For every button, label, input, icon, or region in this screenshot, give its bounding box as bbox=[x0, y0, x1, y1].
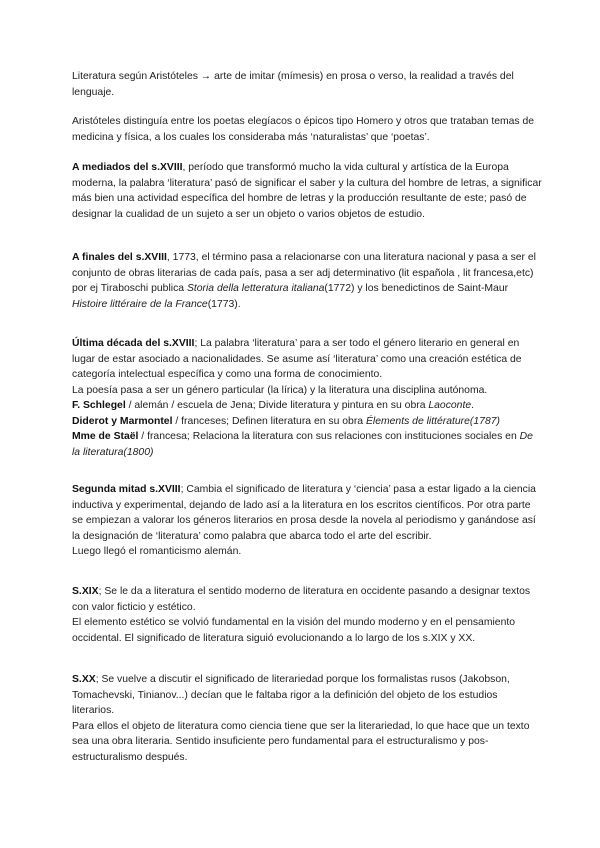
paragraph-text: El elemento estético se volvió fundamental en la visión del mundo moderno y en el pensamiento occidental. El significado de literatura siguió evolucionando a lo largo de los s.XIX y XX. bbox=[72, 617, 516, 644]
section-heading: Última década del s.XVIII bbox=[72, 338, 195, 349]
paragraph-text: A mediados del s.XVIII, período que transformó mucho la vida cultural y artística de la Europa moderna, la palabra ‘literatura’ pasó de significar el saber y la cultura del hombre de letras, a significar más bien una actividad específica del hombre de letras y la producción resultante de este; pasó de designar la cualidad de un sujeto a ser un objeto o varios objetos de estudio. bbox=[72, 162, 542, 220]
paragraph-text: La poesía pasa a ser un género particular (la lírica) y la literatura una disciplina autónoma. bbox=[72, 384, 488, 396]
paragraph-text: S.XIX; Se le da a literatura el sentido moderno de literatura en occidente pasando a designar textos con valor ficticio y estético. bbox=[72, 586, 531, 613]
paragraph-text: S.XX; Se vuelve a discutir el significado de literariedad porque los formalistas rusos (Jakobson, Tomachevski, Tinianov...) decían que le faltaba rigor a la definición del objeto de los estudios literarios. bbox=[72, 674, 510, 716]
paragraph-aristoteles bbox=[72, 69, 542, 100]
paragraph-text: A finales del s.XVIII, 1773, el término pasa a relacionarse con una literatura nacional y pasa a ser el conjunto de obras literarias de cada país, pasa a ser adj determinativo (lit española , lit francesa,etc) bbox=[72, 252, 536, 279]
paragraph-text: Literatura según Aristóteles → arte de imitar (mímesis) en prosa o verso, la realidad a través del lenguaje. bbox=[72, 71, 514, 98]
paragraph-text: por ej Tiraboschi publica Storia della letteratura italiana(1772) y los benedictinos de Saint-Maur Histoire littéraire de la France(1773). bbox=[72, 283, 509, 310]
paragraph-xix bbox=[72, 584, 542, 646]
book-title: Storia della letteratura italiana bbox=[186, 283, 325, 294]
author-name: Mme de Staël bbox=[72, 431, 139, 442]
paragraph-ultima-decada bbox=[72, 336, 542, 460]
author-name: F. Schlegel bbox=[72, 400, 126, 411]
section-heading: S.XIX bbox=[72, 586, 99, 597]
paragraph-text: Aristóteles distinguía entre los poetas elegíacos o épicos tipo Homero y otros que trataban temas de medicina y física, a los cuales los consideraba más ‘naturalistas’ que ‘poetas’. bbox=[72, 116, 535, 143]
book-title: De la literatura(1800) bbox=[72, 431, 533, 458]
book-title: Laoconte bbox=[428, 400, 472, 411]
book-title: Histoire littéraire de la France bbox=[72, 298, 208, 310]
paragraph-segunda-mitad bbox=[72, 482, 542, 560]
section-heading: A finales del s.XVIII bbox=[72, 252, 167, 263]
author-name: Diderot y Marmontel bbox=[72, 415, 173, 427]
book-title: Élements de littérature(1787) bbox=[365, 415, 500, 427]
section-heading: Segunda mitad s.XVIII bbox=[72, 484, 181, 495]
paragraph-text: F. Schlegel / alemán / escuela de Jena; Divide literatura y pintura en su obra Laoconte. bbox=[72, 400, 475, 411]
paragraph-text: Diderot y Marmontel / franceses; Definen literatura en su obra Élements de littérature(1787) bbox=[72, 415, 500, 427]
paragraph-text: Luego llegó el romanticismo alemán. bbox=[72, 546, 242, 557]
section-heading: S.XX bbox=[72, 674, 96, 685]
section-heading: A mediados del s.XVIII bbox=[72, 162, 183, 173]
paragraph-poetas bbox=[72, 114, 542, 145]
paragraph-text: Para ellos el objeto de literatura como ciencia tiene que ser la literariedad, lo que hace que un texto sea una obra literaria. Sentido insuficiente pero fundamental para el estructuralismo y pos-estructuralismo después. bbox=[72, 720, 530, 763]
paragraph-text: Mme de Staël / francesa; Relaciona la literatura con sus relaciones con instituciones sociales en De la literatura(1800) bbox=[72, 431, 533, 458]
paragraph-text: Segunda mitad s.XVIII; Cambia el significado de literatura y ‘ciencia’ pasa a estar ligado a la ciencia inductiva y experimental, dejando de lado así a la literatura en los escritos científicos. Por otra parte se empiezan a valorar los géneros literarios en prosa desde la novela al periodismo y ganándose así la designación de ‘literatura’ como palabra que abarca todo el arte del escribir. bbox=[72, 484, 536, 542]
paragraph-xx bbox=[72, 672, 542, 765]
paragraph-finales-xviii bbox=[72, 250, 542, 312]
paragraph-mediados-xviii bbox=[72, 160, 542, 222]
paragraph-text: Última década del s.XVIII; La palabra ‘literatura’ para a ser todo el género literario en general en lugar de estar asociado a nacionalidades. Se asume así ‘literatura’ como una creación estética de categoría intelectual específica y como una forma de conocimiento. bbox=[72, 338, 522, 380]
